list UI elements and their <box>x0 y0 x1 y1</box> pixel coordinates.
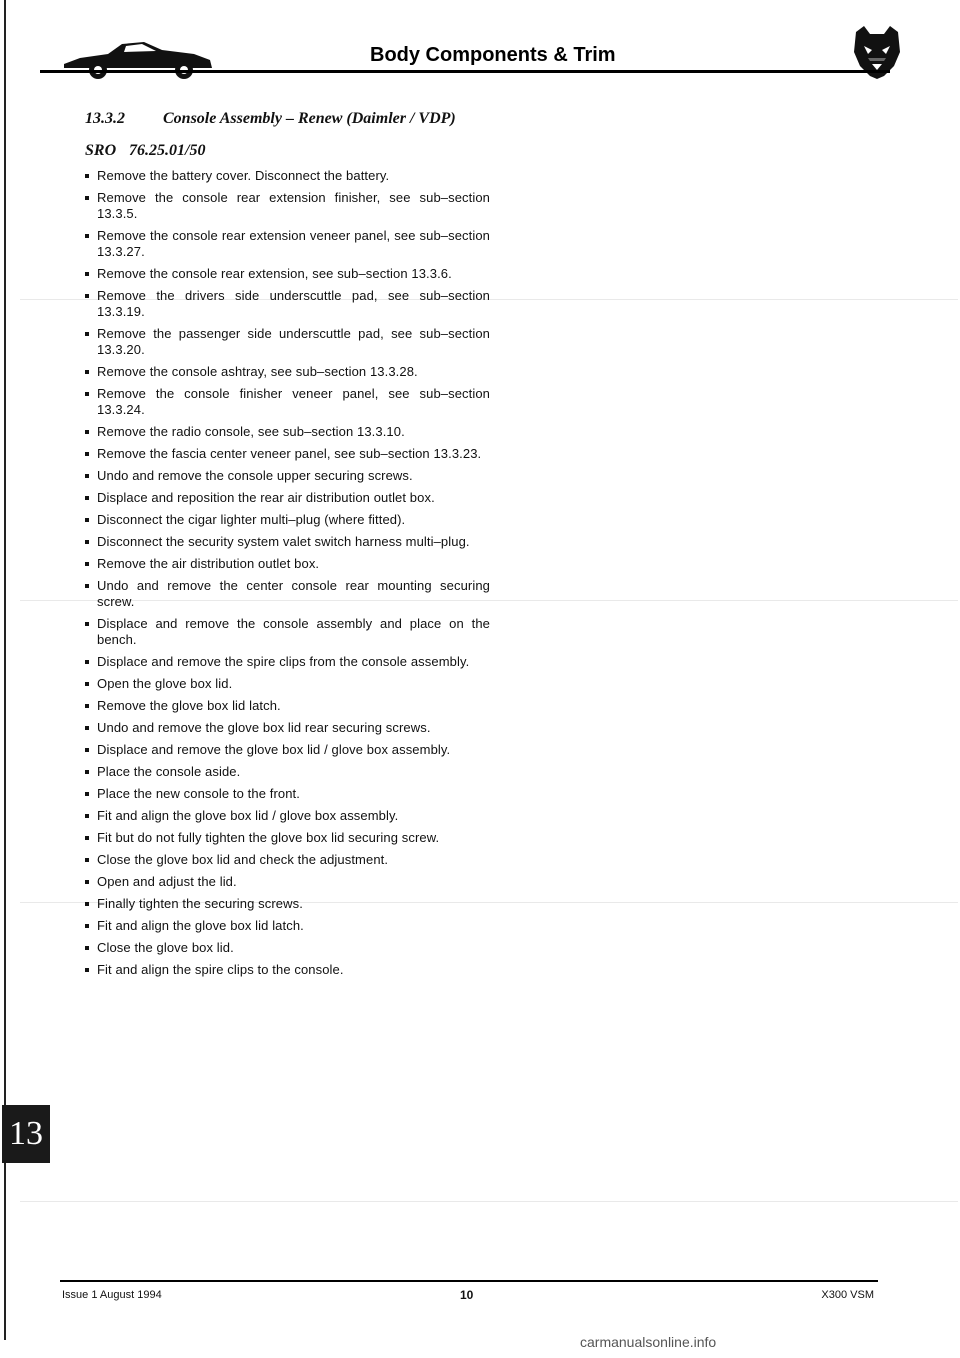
procedure-step <box>85 962 490 978</box>
bullet-icon <box>85 370 89 374</box>
bullet-icon <box>85 682 89 686</box>
section-heading <box>85 110 490 128</box>
bullet-icon <box>85 518 89 522</box>
procedure-step <box>85 616 490 648</box>
bullet-icon <box>85 272 89 276</box>
procedure-step <box>85 468 490 484</box>
procedure-steps <box>85 168 490 978</box>
bullet-icon <box>85 234 89 238</box>
procedure-step <box>85 676 490 692</box>
section-number: 13.3.2 <box>85 110 125 127</box>
bullet-icon <box>85 814 89 818</box>
sro-line <box>85 142 490 160</box>
bullet-icon <box>85 332 89 336</box>
step-text: Fit and align the glove box lid latch. <box>97 918 304 933</box>
bullet-icon <box>85 294 89 298</box>
bullet-icon <box>85 748 89 752</box>
bullet-icon <box>85 452 89 456</box>
bullet-icon <box>85 174 89 178</box>
step-text: Undo and remove the glove box lid rear securing screws. <box>97 720 431 735</box>
watermark: carmanualsonline.info <box>580 1334 717 1350</box>
step-text: Fit but do not fully tighten the glove box lid securing screw. <box>97 830 440 845</box>
bullet-icon <box>85 968 89 972</box>
footer-manual-code: X300 VSM <box>821 1289 874 1301</box>
step-text: Displace and remove the spire clips from the console assembly. <box>97 654 470 669</box>
bullet-icon <box>85 726 89 730</box>
step-text: Fit and align the spire clips to the console. <box>97 962 344 977</box>
procedure-step <box>85 386 490 418</box>
procedure-step <box>85 534 490 550</box>
chapter-tab: 13 <box>2 1105 50 1163</box>
procedure-step <box>85 940 490 956</box>
step-text: Remove the battery cover. Disconnect the battery. <box>97 168 390 183</box>
procedure-step <box>85 874 490 890</box>
procedure-step <box>85 578 490 610</box>
bullet-icon <box>85 924 89 928</box>
step-text: Remove the air distribution outlet box. <box>97 556 320 571</box>
bullet-icon <box>85 660 89 664</box>
procedure-step <box>85 654 490 670</box>
step-text: Disconnect the security system valet switch harness multi–plug. <box>97 534 470 549</box>
bullet-icon <box>85 858 89 862</box>
bullet-icon <box>85 584 89 588</box>
step-text: Remove the glove box lid latch. <box>97 698 281 713</box>
procedure-step <box>85 556 490 572</box>
page-number: 10 <box>460 1288 474 1302</box>
step-text: Close the glove box lid. <box>97 940 234 955</box>
divider <box>20 1201 958 1202</box>
car-silhouette-icon <box>60 32 220 82</box>
bullet-icon <box>85 392 89 396</box>
bullet-icon <box>85 496 89 500</box>
procedure-step <box>85 266 490 282</box>
bullet-icon <box>85 540 89 544</box>
procedure-step <box>85 742 490 758</box>
procedure-step <box>85 228 490 260</box>
procedure-step <box>85 288 490 320</box>
procedure-step <box>85 830 490 846</box>
procedure-step <box>85 852 490 868</box>
bullet-icon <box>85 946 89 950</box>
procedure-step <box>85 424 490 440</box>
step-text: Displace and remove the glove box lid / glove box assembly. <box>97 742 451 757</box>
step-text: Open the glove box lid. <box>97 676 233 691</box>
header-rule <box>40 70 890 73</box>
procedure-step <box>85 698 490 714</box>
step-text: Remove the console rear extension veneer panel, see sub–section 13.3.27. <box>97 228 490 259</box>
step-text: Remove the radio console, see sub–section 13.3.10. <box>97 424 405 439</box>
footer-rule <box>60 1280 878 1282</box>
procedure-step <box>85 720 490 736</box>
step-text: Fit and align the glove box lid / glove box assembly. <box>97 808 399 823</box>
step-text: Remove the fascia center veneer panel, see sub–section 13.3.23. <box>97 446 482 461</box>
step-text: Remove the console rear extension, see sub–section 13.3.6. <box>97 266 452 281</box>
procedure-step <box>85 896 490 912</box>
procedure-step <box>85 808 490 824</box>
bullet-icon <box>85 562 89 566</box>
step-text: Remove the passenger side underscuttle pad, see sub–section 13.3.20. <box>97 326 490 357</box>
procedure-step <box>85 918 490 934</box>
step-text: Remove the console finisher veneer panel, see sub–section 13.3.24. <box>97 386 490 417</box>
sro-label: SRO <box>85 142 117 159</box>
bullet-icon <box>85 704 89 708</box>
footer-issue: Issue 1 August 1994 <box>62 1289 162 1301</box>
bullet-icon <box>85 792 89 796</box>
step-text: Displace and reposition the rear air distribution outlet box. <box>97 490 435 505</box>
sro-value: 76.25.01/50 <box>129 142 206 159</box>
step-text: Place the console aside. <box>97 764 241 779</box>
step-text: Undo and remove the console upper securing screws. <box>97 468 413 483</box>
procedure-step <box>85 364 490 380</box>
bullet-icon <box>85 902 89 906</box>
step-text: Disconnect the cigar lighter multi–plug (where fitted). <box>97 512 406 527</box>
procedure-step <box>85 764 490 780</box>
procedure-step <box>85 490 490 506</box>
step-text: Finally tighten the securing screws. <box>97 896 303 911</box>
step-text: Open and adjust the lid. <box>97 874 237 889</box>
step-text: Place the new console to the front. <box>97 786 300 801</box>
procedure-step <box>85 786 490 802</box>
step-text: Undo and remove the center console rear mounting securing screw. <box>97 578 490 609</box>
bullet-icon <box>85 622 89 626</box>
procedure-step <box>85 190 490 222</box>
bullet-icon <box>85 880 89 884</box>
procedure-content <box>85 110 490 984</box>
bullet-icon <box>85 770 89 774</box>
bullet-icon <box>85 196 89 200</box>
step-text: Remove the console ashtray, see sub–section 13.3.28. <box>97 364 418 379</box>
section-title: Console Assembly – Renew (Daimler / VDP) <box>163 110 456 127</box>
step-text: Remove the drivers side underscuttle pad, see sub–section 13.3.19. <box>97 288 490 319</box>
step-text: Close the glove box lid and check the adjustment. <box>97 852 389 867</box>
procedure-step <box>85 168 490 184</box>
step-text: Remove the console rear extension finisher, see sub–section 13.3.5. <box>97 190 490 221</box>
page-header-title: Body Components & Trim <box>370 44 616 66</box>
procedure-step <box>85 512 490 528</box>
procedure-step <box>85 326 490 358</box>
bullet-icon <box>85 474 89 478</box>
bullet-icon <box>85 836 89 840</box>
bullet-icon <box>85 430 89 434</box>
step-text: Displace and remove the console assembly and place on the bench. <box>97 616 490 647</box>
procedure-step <box>85 446 490 462</box>
